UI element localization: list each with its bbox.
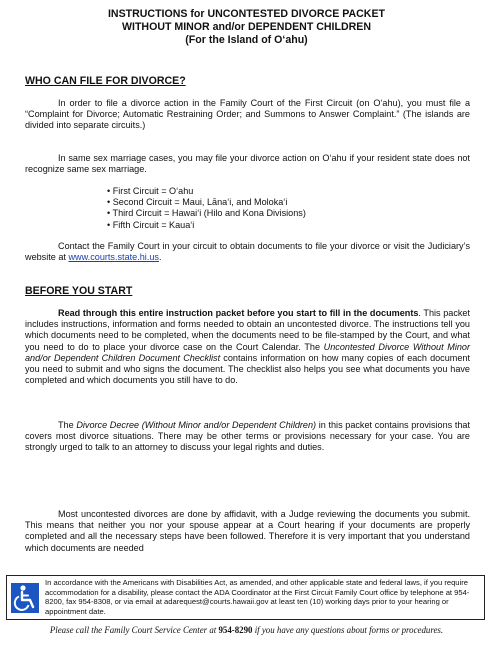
section-heading-who-can-file: WHO CAN FILE FOR DIVORCE? [25, 75, 186, 87]
section-heading-before-you-start: BEFORE YOU START [25, 285, 133, 297]
circuit-list [107, 186, 306, 231]
title-line-1: INSTRUCTIONS for UNCONTESTED DIVORCE PACKET [107, 8, 385, 20]
list-item: • Fifth Circuit = Kaua‘i [107, 219, 195, 230]
paragraph-read-through: Read through this entire instruction packet before you start to fill in the documents. This packet includes instructions, information and forms needed to obtain an uncontested divorce. The instructions tell you which documents need to be completed, when the documents need to be file-stamped by the Court, and what you need to do to place your divorce case on the Court Calendar. The Uncontested Divorce Without Minor and/or Dependent Children Document Checklist contains information on how many copies of each document you need to submit and who signs the document. The checklist also helps you see what documents you have completed and which documents you still have to do. [25, 308, 471, 386]
ada-notice-text: In accordance with the Americans with Disabilities Act, as amended, and other applicable state and federal laws, if you require accommodation for a disability, please contact the ADA Coordinator at the First Circuit Family Court office by telephone at 954-8200, fax 954-8308, or via email at adarequest@courts.hawaii.gov at least ten (10) working days prior to your hearing or appointment date. [45, 578, 470, 616]
ada-notice-box [6, 575, 485, 620]
title-line-3: (For the Island of O‘ahu) [185, 34, 308, 46]
list-item: • Third Circuit = Hawai‘i (Hilo and Kona Divisions) [107, 208, 306, 219]
paragraph-contact: Contact the Family Court in your circuit to obtain documents to file your divorce or visit the Judiciary’s website at www.courts.state.hi.us. [25, 241, 470, 263]
judiciary-website-link[interactable]: www.courts.state.hi.us [68, 252, 159, 263]
wheelchair-accessibility-icon [11, 583, 39, 613]
list-item: • First Circuit = O‘ahu [107, 186, 194, 196]
paragraph-who-can-file: In order to file a divorce action in the Family Court of the First Circuit (on O‘ahu), you must file a “Complaint for Divorce; Automatic Restraining Order; and Summons to Answer Complaint.” (The islands are divided into separate circuits.) [25, 98, 470, 131]
paragraph-same-sex: In same sex marriage cases, you may file your divorce action on O‘ahu if your resident state does not recognize same sex marriage. [25, 153, 470, 175]
footer-note: Please call the Family Court Service Center at 954-8290 if you have any questions about forms or procedures. [49, 625, 444, 635]
list-item: • Second Circuit = Maui, Lāna‘i, and Moloka‘i [107, 197, 288, 208]
paragraph-affidavit: Most uncontested divorces are done by affidavit, with a Judge reviewing the documents you submit. This means that neither you nor your spouse appear at a Court hearing if your documents are properly completed and all the necessary steps have been followed. Therefore it is very important that you understand which documents are needed [25, 509, 470, 553]
paragraph-divorce-decree: The Divorce Decree (Without Minor and/or Dependent Children) in this packet contains provisions that covers most divorce situations. There may be other terms or provisions necessary for your case. You are strongly urged to talk to an attorney to discuss your legal rights and duties. [25, 420, 470, 453]
title-line-2: WITHOUT MINOR and/or DEPENDENT CHILDREN [122, 21, 371, 33]
